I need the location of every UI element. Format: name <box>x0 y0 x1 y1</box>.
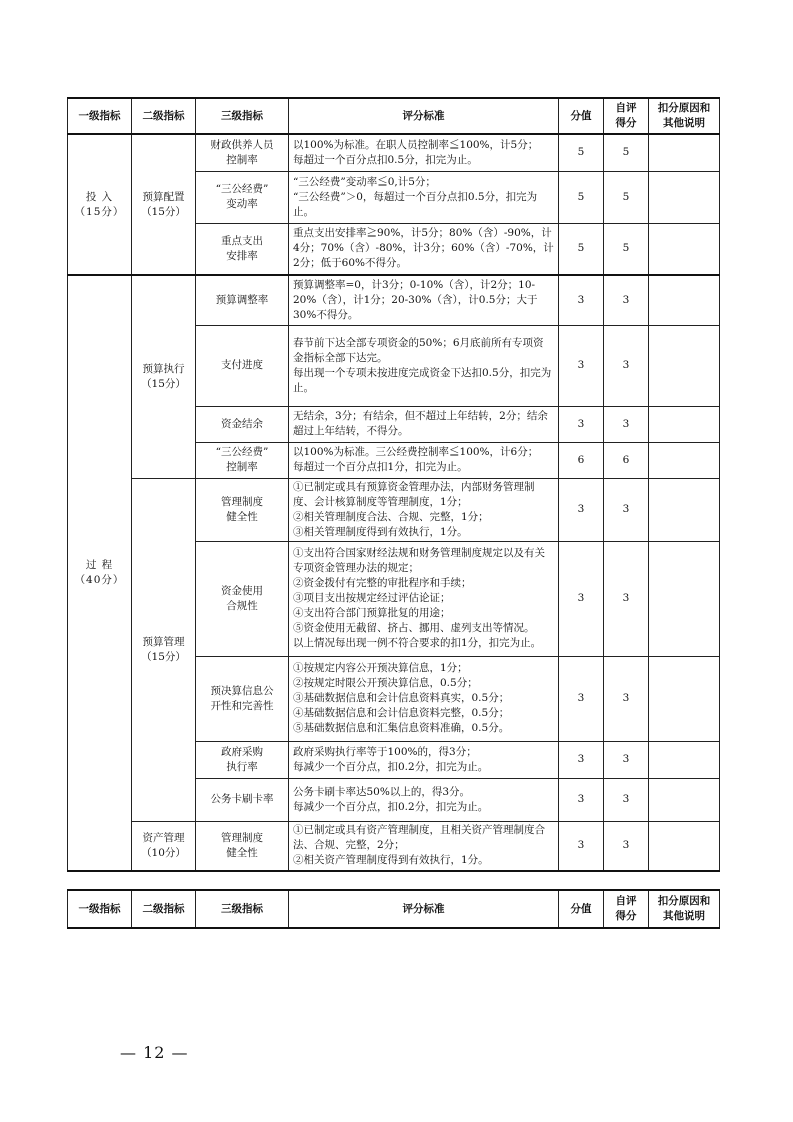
group-budget-exec: 预算执行 （15分） <box>132 275 196 478</box>
notes-cell <box>649 171 720 223</box>
table-header-row <box>68 890 720 928</box>
notes-cell <box>649 442 720 478</box>
self-score-cell: 5 <box>604 223 649 275</box>
header-lvl1: 一级指标 <box>68 890 132 928</box>
header-lvl2: 二级指标 <box>132 98 196 134</box>
header-score: 分值 <box>559 890 604 928</box>
score-cell: 3 <box>559 406 604 442</box>
header-lvl3: 三级指标 <box>196 890 289 928</box>
indicator-name: 资金结余 <box>196 406 289 442</box>
self-score-cell: 3 <box>604 778 649 821</box>
notes-cell <box>649 821 720 871</box>
self-score-cell: 3 <box>604 741 649 778</box>
self-score-cell: 3 <box>604 406 649 442</box>
score-cell: 3 <box>559 478 604 541</box>
indicator-name: 政府采购 执行率 <box>196 741 289 778</box>
notes-cell <box>649 778 720 821</box>
criteria-cell: 重点支出安排率≧90%，计5分；80%（含）-90%，计4分；70%（含）-80%，计3分；60%（含）-70%，计2分；低于60%不得分。 <box>289 223 559 275</box>
score-cell: 6 <box>559 442 604 478</box>
table-row <box>68 821 720 871</box>
self-score-cell: 3 <box>604 478 649 541</box>
header-lvl1: 一级指标 <box>68 98 132 134</box>
criteria-cell: ①按规定内容公开预决算信息，1分； ②按规定时限公开预决算信息，0.5分； ③基础数据信息和会计信息资料真实，0.5分； ④基础数据信息和会计信息资料完整，0.5分； ⑤基础数据信息和汇集信息资料准确，0.5分。 <box>289 656 559 741</box>
notes-cell <box>649 541 720 656</box>
section-process: 过 程 （40分） <box>68 275 132 871</box>
score-cell: 3 <box>559 275 604 325</box>
indicator-name: 资金使用 合规性 <box>196 541 289 656</box>
notes-cell <box>649 406 720 442</box>
evaluation-table <box>67 97 720 872</box>
self-score-cell: 3 <box>604 821 649 871</box>
indicator-name: 管理制度 健全性 <box>196 821 289 871</box>
self-score-cell: 5 <box>604 134 649 171</box>
indicator-name: “三公经费” 变动率 <box>196 171 289 223</box>
indicator-name: “三公经费” 控制率 <box>196 442 289 478</box>
score-cell: 3 <box>559 656 604 741</box>
score-cell: 5 <box>559 223 604 275</box>
notes-cell <box>649 741 720 778</box>
indicator-name: 预算调整率 <box>196 275 289 325</box>
criteria-cell: ①支出符合国家财经法规和财务管理制度规定以及有关专项资金管理办法的规定； ②资金拨付有完整的审批程序和手续； ③项目支出按规定经过评估论证； ④支出符合部门预算批复的用途； ⑤资金使用无截留、挤占、挪用、虚列支出等情况。 以上情况每出现一例不符合要求的扣1分，扣完为止。 <box>289 541 559 656</box>
criteria-cell: ①已制定或具有资产管理制度，且相关资产管理制度合法、合规、完整，2分； ②相关资产管理制度得到有效执行，1分。 <box>289 821 559 871</box>
group-budget-config: 预算配置 （15分） <box>132 134 196 275</box>
notes-cell <box>649 656 720 741</box>
criteria-cell: 无结余，3分；有结余，但不超过上年结转，2分；结余超过上年结转，不得分。 <box>289 406 559 442</box>
notes-cell <box>649 223 720 275</box>
header-criteria: 评分标准 <box>289 98 559 134</box>
indicator-name: 支付进度 <box>196 325 289 406</box>
self-score-cell: 3 <box>604 275 649 325</box>
score-cell: 3 <box>559 541 604 656</box>
score-cell: 5 <box>559 134 604 171</box>
header-criteria: 评分标准 <box>289 890 559 928</box>
header-self-score: 自评 得分 <box>604 890 649 928</box>
header-notes: 扣分原因和 其他说明 <box>649 98 720 134</box>
criteria-cell: ①已制定或具有预算资金管理办法，内部财务管理制度、会计核算制度等管理制度，1分； ②相关管理制度合法、合规、完整，1分； ③相关管理制度得到有效执行，1分。 <box>289 478 559 541</box>
criteria-cell: 春节前下达全部专项资金的50%；6月底前所有专项资金指标全部下达完。 每出现一个专项未按进度完成资金下达扣0.5分，扣完为止。 <box>289 325 559 406</box>
table-header-row <box>68 98 720 134</box>
self-score-cell: 3 <box>604 656 649 741</box>
section-input: 投 入 （15分） <box>68 134 132 275</box>
self-score-cell: 5 <box>604 171 649 223</box>
table-row <box>68 478 720 541</box>
table-row <box>68 134 720 171</box>
repeated-table-header <box>67 889 720 929</box>
group-budget-mgmt: 预算管理 （15分） <box>132 478 196 821</box>
indicator-name: 财政供养人员 控制率 <box>196 134 289 171</box>
notes-cell <box>649 134 720 171</box>
indicator-name: 重点支出 安排率 <box>196 223 289 275</box>
self-score-cell: 6 <box>604 442 649 478</box>
criteria-cell: “三公经费”变动率≦0,计5分； “三公经费”＞0，每超过一个百分点扣0.5分，扣完为止。 <box>289 171 559 223</box>
notes-cell <box>649 325 720 406</box>
notes-cell <box>649 478 720 541</box>
score-cell: 3 <box>559 741 604 778</box>
self-score-cell: 3 <box>604 325 649 406</box>
score-cell: 3 <box>559 821 604 871</box>
header-lvl2: 二级指标 <box>132 890 196 928</box>
score-cell: 3 <box>559 325 604 406</box>
indicator-name: 管理制度 健全性 <box>196 478 289 541</box>
page-number: — 12 — <box>120 1043 189 1062</box>
criteria-cell: 以100%为标准。三公经费控制率≦100%，计6分； 每超过一个百分点扣1分，扣完为止。 <box>289 442 559 478</box>
group-asset-mgmt: 资产管理 （10分） <box>132 821 196 871</box>
indicator-name: 公务卡刷卡率 <box>196 778 289 821</box>
score-cell: 3 <box>559 778 604 821</box>
indicator-name: 预决算信息公 开性和完善性 <box>196 656 289 741</box>
self-score-cell: 3 <box>604 541 649 656</box>
header-score: 分值 <box>559 98 604 134</box>
header-notes: 扣分原因和 其他说明 <box>649 890 720 928</box>
header-self-score: 自评 得分 <box>604 98 649 134</box>
notes-cell <box>649 275 720 325</box>
criteria-cell: 以100%为标准。在职人员控制率≦100%，计5分； 每超过一个百分点扣0.5分，扣完为止。 <box>289 134 559 171</box>
header-lvl3: 三级指标 <box>196 98 289 134</box>
score-cell: 5 <box>559 171 604 223</box>
criteria-cell: 政府采购执行率等于100%的，得3分； 每减少一个百分点，扣0.2分，扣完为止。 <box>289 741 559 778</box>
criteria-cell: 预算调整率=0，计3分；0-10%（含），计2分；10-20%（含），计1分；20-30%（含），计0.5分；大于30%不得分。 <box>289 275 559 325</box>
criteria-cell: 公务卡刷卡率达50%以上的，得3分。 每减少一个百分点，扣0.2分，扣完为止。 <box>289 778 559 821</box>
table-row <box>68 275 720 325</box>
